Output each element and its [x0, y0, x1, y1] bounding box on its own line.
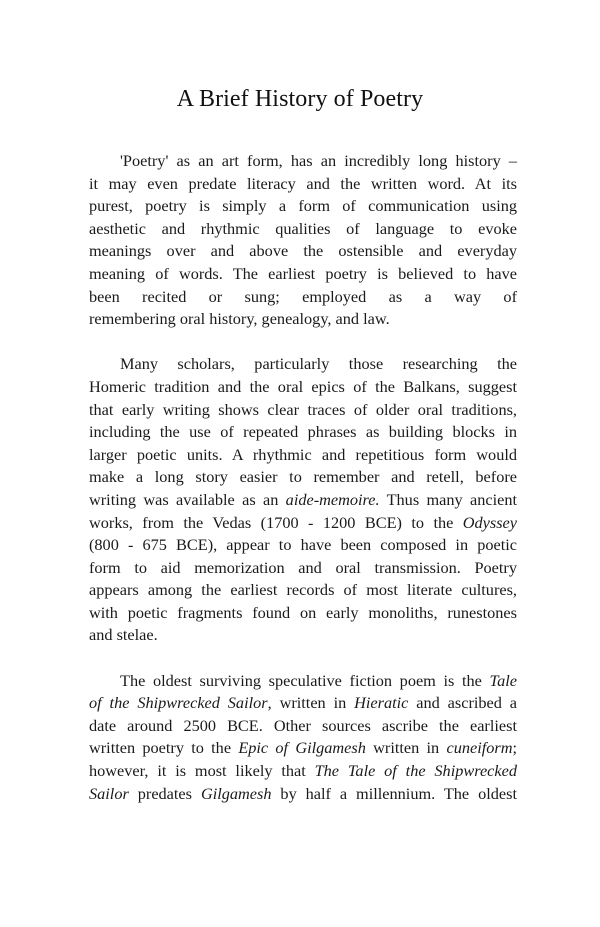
- text-line: [89, 624, 517, 647]
- text-segment: it may even predate literacy and the written word. At its: [89, 173, 517, 193]
- text-line: [89, 218, 517, 241]
- text-segment: meaning of words. The earliest poetry is believed to have: [89, 263, 517, 283]
- text-segment: The oldest surviving speculative fiction poem is the: [120, 670, 490, 690]
- text-segment: predates: [128, 783, 201, 803]
- italic-title: Tale: [489, 670, 517, 690]
- italic-title: Odyssey: [462, 512, 517, 532]
- text-segment: appears among the earliest records of most literate cultures,: [89, 580, 517, 600]
- text-line: [89, 783, 517, 806]
- text-line: [89, 579, 517, 602]
- text-segment: make a long story easier to remember and retell, before: [89, 467, 517, 487]
- text-line: [89, 466, 517, 489]
- text-segment: date around 2500 BCE. Other sources ascribe the earliest: [89, 715, 517, 735]
- page-title: A Brief History of Poetry: [176, 86, 424, 112]
- text-segment: Homeric tradition and the oral epics of the Balkans, suggest: [89, 376, 517, 396]
- text-segment: that early writing shows clear traces of older oral traditions,: [89, 399, 517, 419]
- text-segment: been recited or sung; employed as a way of: [89, 286, 517, 306]
- text-segment: larger poetic units. A rhythmic and repetitious form would: [89, 444, 517, 464]
- text-segment: written poetry to the: [89, 738, 239, 758]
- italic-title: The Tale of the Shipwrecked: [314, 761, 517, 781]
- text-segment: written in: [365, 738, 447, 758]
- text-line: [89, 263, 517, 286]
- text-segment: (800 - 675 BCE), appear to have been composed in poetic: [89, 535, 517, 555]
- text-line: [89, 489, 517, 512]
- text-segment: Many scholars, particularly those researching the: [120, 354, 517, 374]
- italic-title: of the Shipwrecked Sailor: [89, 693, 268, 713]
- text-segment: purest, poetry is simply a form of communication using: [89, 196, 517, 216]
- italic-title: Gilgamesh: [200, 783, 272, 803]
- paragraph: [89, 150, 517, 331]
- text-line: [89, 737, 517, 760]
- italic-title: aide-memoire.: [285, 489, 380, 509]
- text-line: [89, 557, 517, 580]
- text-line: [89, 173, 517, 196]
- text-segment: including the use of repeated phrases as building blocks in: [89, 422, 517, 442]
- text-line: [89, 353, 517, 376]
- text-segment: aesthetic and rhythmic qualities of language to evoke: [89, 218, 517, 238]
- text-line: [89, 286, 517, 309]
- text-line: [89, 760, 517, 783]
- paragraph: [89, 353, 517, 647]
- text-line: [89, 308, 517, 331]
- text-line: [89, 421, 517, 444]
- text-line: [89, 602, 517, 625]
- text-segment: Thus many ancient: [379, 489, 517, 509]
- text-line: [89, 399, 517, 422]
- text-segment: , written in: [267, 693, 355, 713]
- text-line: [89, 444, 517, 467]
- text-segment: by half a millennium. The oldest: [271, 783, 517, 803]
- text-line: [89, 240, 517, 263]
- text-line: [89, 195, 517, 218]
- text-line: [89, 534, 517, 557]
- paragraph: [89, 670, 517, 806]
- text-line: [89, 150, 517, 173]
- text-segment: however, it is most likely that: [89, 761, 315, 781]
- text-segment: ;: [512, 738, 518, 758]
- text-line: [89, 512, 517, 535]
- italic-title: Hieratic: [354, 693, 409, 713]
- text-segment: remembering oral history, genealogy, and law.: [89, 309, 390, 329]
- text-line: [89, 670, 517, 693]
- text-segment: works, from the Vedas (1700 - 1200 BCE) to the: [89, 512, 463, 532]
- italic-title: Sailor: [89, 783, 129, 803]
- text-segment: with poetic fragments found on early monoliths, runestones: [89, 602, 517, 622]
- text-segment: writing was available as an: [89, 489, 286, 509]
- text-segment: and ascribed a: [408, 693, 518, 713]
- text-line: [89, 692, 517, 715]
- body-text: [89, 150, 517, 805]
- text-line: [89, 376, 517, 399]
- italic-title: Epic of Gilgamesh: [238, 738, 366, 758]
- text-segment: 'Poetry' as an art form, has an incredibly long history –: [120, 151, 517, 170]
- text-segment: and stelae.: [89, 625, 158, 645]
- text-segment: meanings over and above the ostensible and everyday: [89, 241, 517, 261]
- text-line: [89, 715, 517, 738]
- italic-title: cuneiform: [446, 738, 513, 758]
- text-segment: form to aid memorization and oral transmission. Poetry: [89, 557, 517, 577]
